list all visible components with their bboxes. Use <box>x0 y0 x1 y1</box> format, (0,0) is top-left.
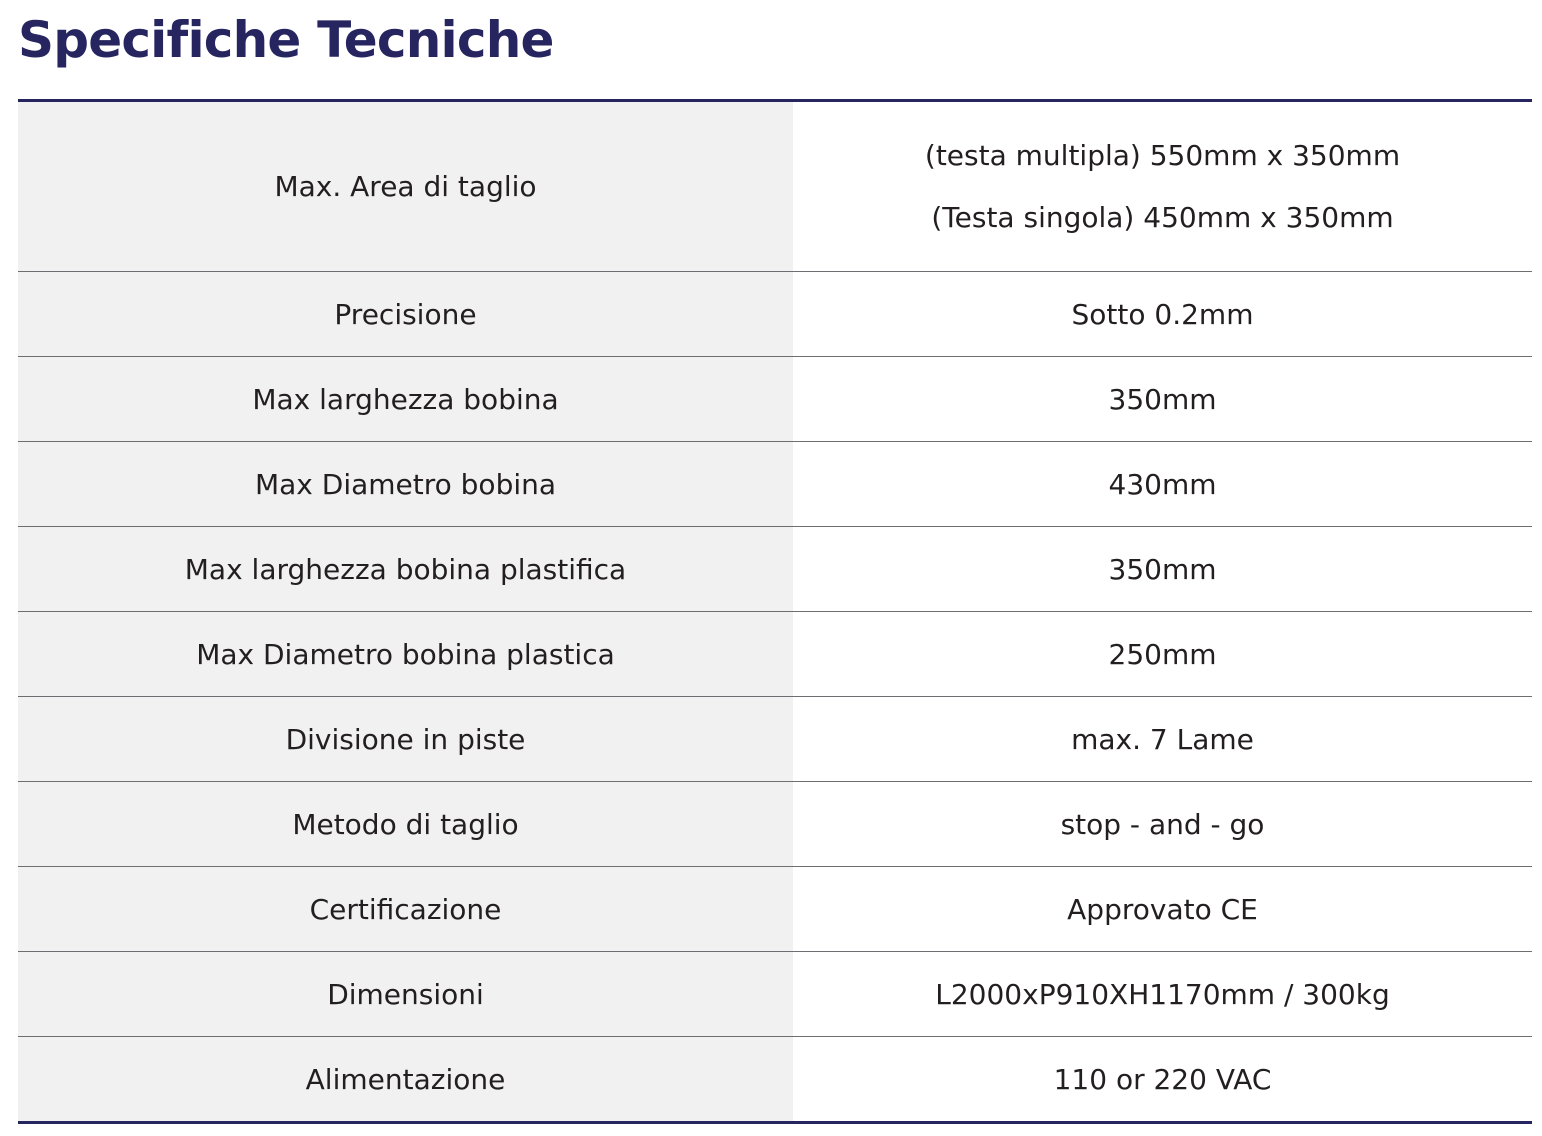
table-row <box>18 442 1532 527</box>
spec-label-cutting-method: Metodo di taglio <box>18 782 793 867</box>
spec-value-precision: Sotto 0.2mm <box>793 272 1532 357</box>
spec-label-power-supply: Alimentazione <box>18 1037 793 1123</box>
spec-value-cutting-method: stop - and - go <box>793 782 1532 867</box>
spec-label-max-reel-diameter: Max Diametro bobina <box>18 442 793 527</box>
spec-value-dimensions: L2000xP910XH1170mm / 300kg <box>793 952 1532 1037</box>
spec-value-max-plastic-reel-diameter: 250mm <box>793 612 1532 697</box>
spec-label-max-reel-width: Max larghezza bobina <box>18 357 793 442</box>
table-row <box>18 952 1532 1037</box>
spec-table <box>18 99 1532 1124</box>
page-title: Specifiche Tecniche <box>18 11 554 69</box>
spec-value-power-supply: 110 or 220 VAC <box>793 1037 1532 1123</box>
table-row <box>18 101 1532 272</box>
spec-label-precision: Precisione <box>18 272 793 357</box>
spec-value-max-cut-area <box>793 101 1532 272</box>
table-row <box>18 1037 1532 1123</box>
spec-value-max-reel-diameter: 430mm <box>793 442 1532 527</box>
table-row <box>18 612 1532 697</box>
spec-label-track-division: Divisione in piste <box>18 697 793 782</box>
table-row <box>18 782 1532 867</box>
table-row <box>18 527 1532 612</box>
spec-value-certification: Approvato CE <box>793 867 1532 952</box>
spec-value-max-laminate-reel-width: 350mm <box>793 527 1532 612</box>
table-row <box>18 697 1532 782</box>
table-row <box>18 867 1532 952</box>
spec-label-dimensions: Dimensioni <box>18 952 793 1037</box>
spec-value-max-reel-width: 350mm <box>793 357 1532 442</box>
spec-label-max-plastic-reel-diameter: Max Diametro bobina plastica <box>18 612 793 697</box>
spec-label-certification: Certificazione <box>18 867 793 952</box>
spec-value-track-division: max. 7 Lame <box>793 697 1532 782</box>
spec-label-max-cut-area: Max. Area di taglio <box>18 101 793 272</box>
spec-value-line: (testa multipla) 550mm x 350mm <box>924 138 1401 172</box>
table-row <box>18 272 1532 357</box>
spec-label-max-laminate-reel-width: Max larghezza bobina plastifica <box>18 527 793 612</box>
spec-value-line: (Testa singola) 450mm x 350mm <box>931 200 1394 234</box>
table-row <box>18 357 1532 442</box>
